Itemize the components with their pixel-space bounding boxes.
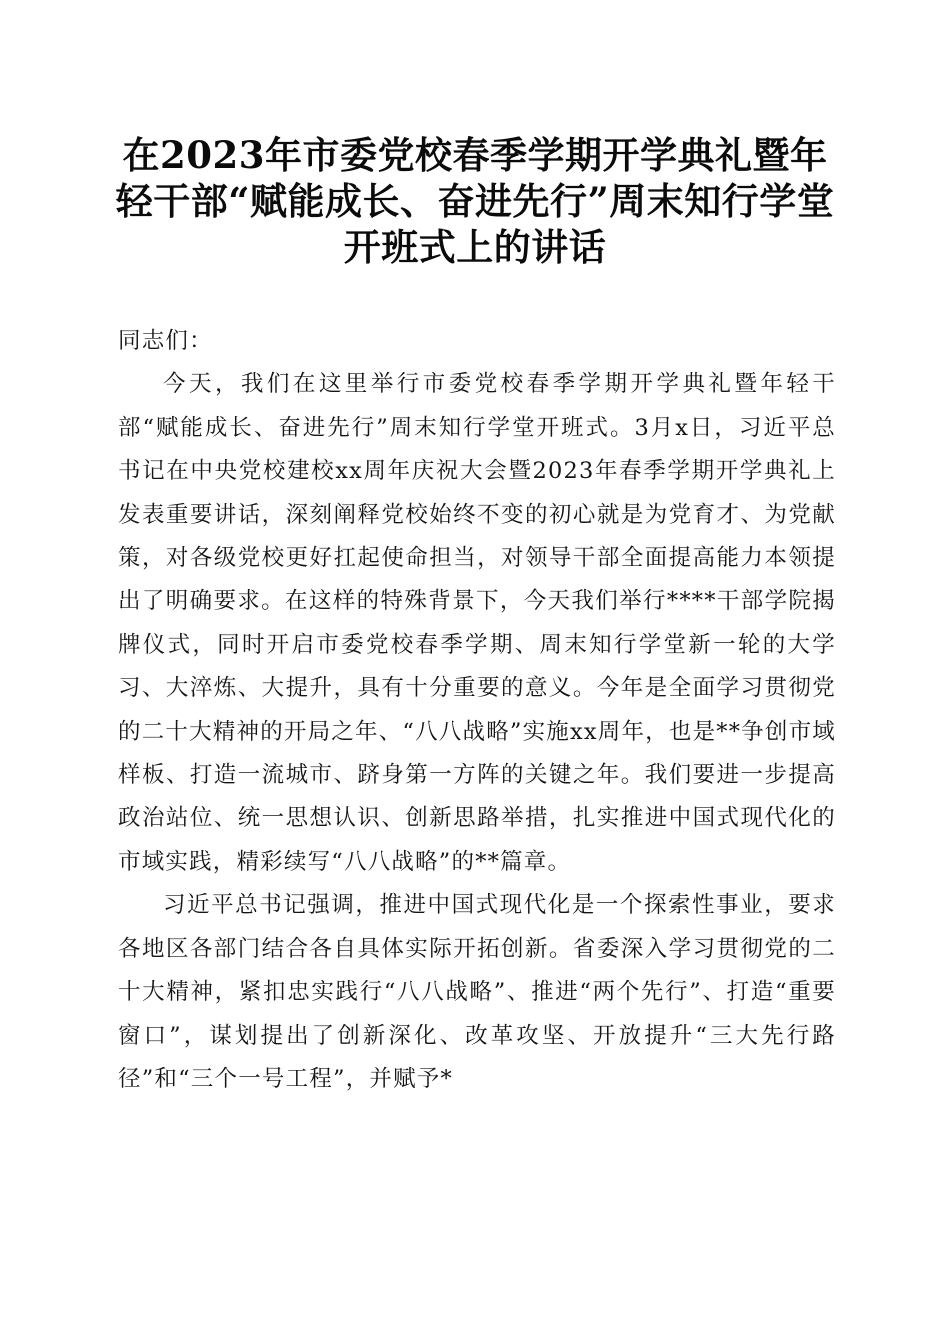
paragraph-1: 今天，我们在这里举行市委党校春季学期开学典礼暨年轻干部“赋能成长、奋进先行”周末知行学堂开班式。3月x日，习近平总书记在中央党校建校xx周年庆祝大会暨2023年春季学期开学典礼上发表重要讲话，深刻阐释党校始终不变的初心就是为党育才、为党献策，对各级党校更好扛起使命担当，对领导干部全面提高能力本领提出了明确要求。在这样的特殊背景下，今天我们举行****干部学院揭牌仪式，同时开启市委党校春季学期、周末知行学堂新一轮的大学习、大淬炼、大提升，具有十分重要的意义。今年是全面学习贯彻党的二十大精神的开局之年、“八八战略”实施xx周年，也是**争创市域样板、打造一流城市、跻身第一方阵的关键之年。我们要进一步提高政治站位、统一思想认识、创新思路举措，扎实推进中国式现代化的市域实践，精彩续写“八八战略”的**篇章。 bbox=[118, 371, 836, 875]
document-body bbox=[118, 320, 836, 1101]
paragraph-2: 习近平总书记强调，推进中国式现代化是一个探索性事业，要求各地区各部门结合各自具体实际开拓创新。省委深入学习贯彻党的二十大精神，紧扣忠实践行“八八战略”、推进“两个先行”、打造“重要窗口”，谋划提出了创新深化、改革攻坚、开放提升“三大先行路径”和“三个一号工程”，并赋予* bbox=[118, 892, 836, 1092]
document-title: 在2023年市委党校春季学期开学典礼暨年轻干部“赋能成长、奋进先行”周末知行学堂开班式上的讲话 bbox=[115, 133, 835, 269]
salutation: 同志们： bbox=[118, 328, 213, 354]
